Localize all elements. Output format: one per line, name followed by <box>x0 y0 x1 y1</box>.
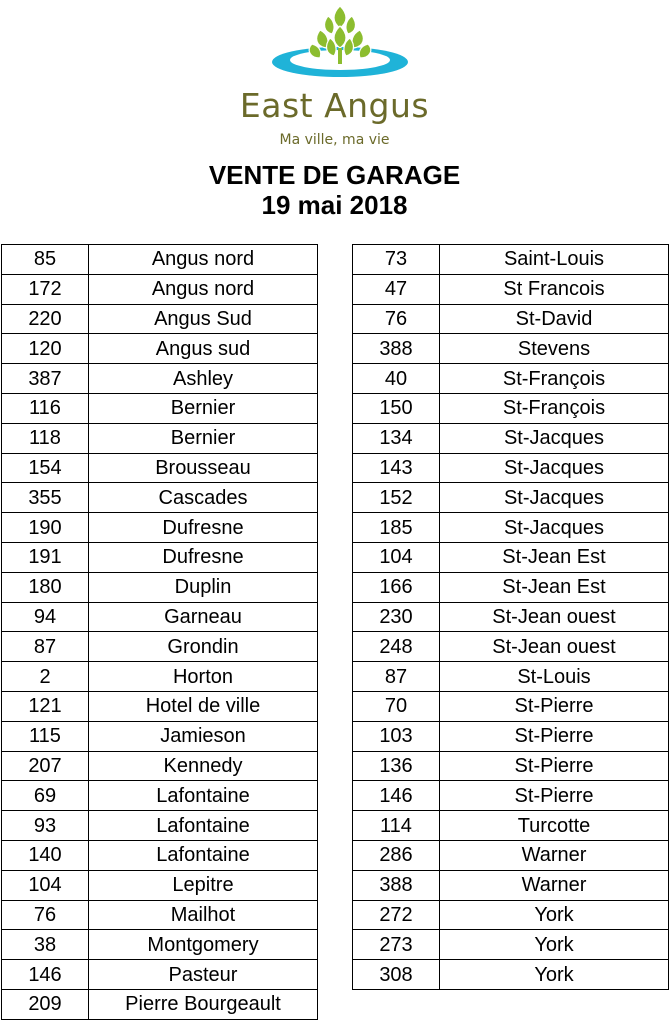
street-name: Bernier <box>89 393 318 423</box>
street-name: St-Jean Est <box>440 542 669 572</box>
street-name: Dufresne <box>89 513 318 543</box>
table-row <box>353 840 669 870</box>
table-row <box>353 662 669 692</box>
table-row <box>2 721 318 751</box>
table-row <box>2 602 318 632</box>
house-number: 40 <box>353 364 440 394</box>
table-row <box>353 811 669 841</box>
table-row <box>353 691 669 721</box>
table-row <box>353 870 669 900</box>
table-row <box>2 751 318 781</box>
house-number: 172 <box>2 274 89 304</box>
street-name: Duplin <box>89 572 318 602</box>
house-number: 87 <box>353 662 440 692</box>
street-name: St-Pierre <box>440 781 669 811</box>
table-row <box>353 572 669 602</box>
house-number: 166 <box>353 572 440 602</box>
house-number: 355 <box>2 483 89 513</box>
house-number: 273 <box>353 930 440 960</box>
street-name: St-Pierre <box>440 751 669 781</box>
house-number: 286 <box>353 840 440 870</box>
table-row <box>2 423 318 453</box>
street-name: Angus nord <box>89 274 318 304</box>
table-row <box>353 751 669 781</box>
house-number: 272 <box>353 900 440 930</box>
table-row <box>353 423 669 453</box>
table-row <box>2 483 318 513</box>
house-number: 103 <box>353 721 440 751</box>
table-row <box>2 691 318 721</box>
table-row <box>2 662 318 692</box>
house-number: 209 <box>2 989 89 1019</box>
house-number: 38 <box>2 930 89 960</box>
house-number: 87 <box>2 632 89 662</box>
street-name: St-François <box>440 393 669 423</box>
table-row <box>353 483 669 513</box>
street-name: Brousseau <box>89 453 318 483</box>
street-name: York <box>440 930 669 960</box>
table-row <box>353 542 669 572</box>
street-name: Kennedy <box>89 751 318 781</box>
street-name: St-Jean ouest <box>440 602 669 632</box>
house-number: 143 <box>353 453 440 483</box>
street-name: St-Louis <box>440 662 669 692</box>
street-name: Warner <box>440 870 669 900</box>
table-row <box>353 364 669 394</box>
street-name: Montgomery <box>89 930 318 960</box>
house-number: 180 <box>2 572 89 602</box>
house-number: 134 <box>353 423 440 453</box>
street-name: Lepitre <box>89 870 318 900</box>
house-number: 104 <box>2 870 89 900</box>
table-row <box>353 304 669 334</box>
event-date: 19 mai 2018 <box>261 190 408 220</box>
house-number: 93 <box>2 811 89 841</box>
street-name: St-Jacques <box>440 453 669 483</box>
table-row <box>353 930 669 960</box>
house-number: 76 <box>353 304 440 334</box>
house-number: 230 <box>353 602 440 632</box>
street-name: St-Pierre <box>440 721 669 751</box>
house-number: 248 <box>353 632 440 662</box>
table-row <box>2 632 318 662</box>
table-row <box>2 930 318 960</box>
street-name: Lafontaine <box>89 781 318 811</box>
table-row <box>353 960 669 990</box>
table-row <box>2 840 318 870</box>
house-number: 118 <box>2 423 89 453</box>
table-row <box>353 632 669 662</box>
street-name: St-Jean Est <box>440 572 669 602</box>
address-table-right <box>352 244 669 990</box>
street-name: Angus sud <box>89 334 318 364</box>
street-name: St-Jacques <box>440 423 669 453</box>
street-name: Angus Sud <box>89 304 318 334</box>
street-name: St-David <box>440 304 669 334</box>
street-name: Lafontaine <box>89 840 318 870</box>
house-number: 191 <box>2 542 89 572</box>
table-row <box>2 989 318 1019</box>
street-name: Bernier <box>89 423 318 453</box>
house-number: 70 <box>353 691 440 721</box>
street-name: York <box>440 960 669 990</box>
house-number: 388 <box>353 870 440 900</box>
street-name: Garneau <box>89 602 318 632</box>
street-name: St-Jean ouest <box>440 632 669 662</box>
street-name: Grondin <box>89 632 318 662</box>
house-number: 152 <box>353 483 440 513</box>
street-name: Pasteur <box>89 960 318 990</box>
table-row <box>2 513 318 543</box>
table-row <box>2 542 318 572</box>
house-number: 114 <box>353 811 440 841</box>
house-number: 2 <box>2 662 89 692</box>
street-name: Jamieson <box>89 721 318 751</box>
address-table-left <box>1 244 318 1020</box>
table-row <box>353 721 669 751</box>
street-name: Pierre Bourgeault <box>89 989 318 1019</box>
street-name: Warner <box>440 840 669 870</box>
table-row <box>353 274 669 304</box>
house-number: 47 <box>353 274 440 304</box>
table-row <box>353 334 669 364</box>
street-name: Lafontaine <box>89 811 318 841</box>
house-number: 387 <box>2 364 89 394</box>
table-row <box>2 334 318 364</box>
maple-tree-water-icon <box>270 4 410 84</box>
table-row <box>2 870 318 900</box>
page-title: VENTE DE GARAGE <box>208 160 461 190</box>
house-number: 115 <box>2 721 89 751</box>
table-row <box>353 602 669 632</box>
house-number: 73 <box>353 245 440 275</box>
brand-tagline: Ma ville, ma vie <box>279 132 390 148</box>
house-number: 121 <box>2 691 89 721</box>
house-number: 85 <box>2 245 89 275</box>
table-row <box>2 781 318 811</box>
house-number: 388 <box>353 334 440 364</box>
house-number: 150 <box>353 393 440 423</box>
table-row <box>353 453 669 483</box>
brand-name: East Angus <box>239 86 430 125</box>
house-number: 76 <box>2 900 89 930</box>
street-name: Angus nord <box>89 245 318 275</box>
house-number: 220 <box>2 304 89 334</box>
street-name: Mailhot <box>89 900 318 930</box>
table-row <box>353 781 669 811</box>
table-row <box>2 274 318 304</box>
street-name: Turcotte <box>440 811 669 841</box>
street-name: Cascades <box>89 483 318 513</box>
table-row <box>353 245 669 275</box>
table-row <box>2 811 318 841</box>
table-row <box>2 453 318 483</box>
house-number: 104 <box>353 542 440 572</box>
street-name: Stevens <box>440 334 669 364</box>
street-name: Dufresne <box>89 542 318 572</box>
table-row <box>2 304 318 334</box>
street-name: St-Jacques <box>440 513 669 543</box>
house-number: 120 <box>2 334 89 364</box>
house-number: 190 <box>2 513 89 543</box>
street-name: St-Jacques <box>440 483 669 513</box>
street-name: York <box>440 900 669 930</box>
house-number: 185 <box>353 513 440 543</box>
house-number: 116 <box>2 393 89 423</box>
street-name: Horton <box>89 662 318 692</box>
table-row <box>2 364 318 394</box>
house-number: 207 <box>2 751 89 781</box>
table-row <box>2 245 318 275</box>
street-name: Hotel de ville <box>89 691 318 721</box>
street-name: St-Pierre <box>440 691 669 721</box>
house-number: 146 <box>2 960 89 990</box>
house-number: 146 <box>353 781 440 811</box>
table-row <box>2 393 318 423</box>
street-name: Ashley <box>89 364 318 394</box>
table-row <box>353 393 669 423</box>
table-row <box>2 572 318 602</box>
table-row <box>353 513 669 543</box>
house-number: 69 <box>2 781 89 811</box>
house-number: 308 <box>353 960 440 990</box>
table-row <box>2 900 318 930</box>
house-number: 94 <box>2 602 89 632</box>
street-name: Saint-Louis <box>440 245 669 275</box>
house-number: 136 <box>353 751 440 781</box>
house-number: 140 <box>2 840 89 870</box>
table-row <box>353 900 669 930</box>
house-number: 154 <box>2 453 89 483</box>
street-name: St-François <box>440 364 669 394</box>
table-row <box>2 960 318 990</box>
street-name: St Francois <box>440 274 669 304</box>
